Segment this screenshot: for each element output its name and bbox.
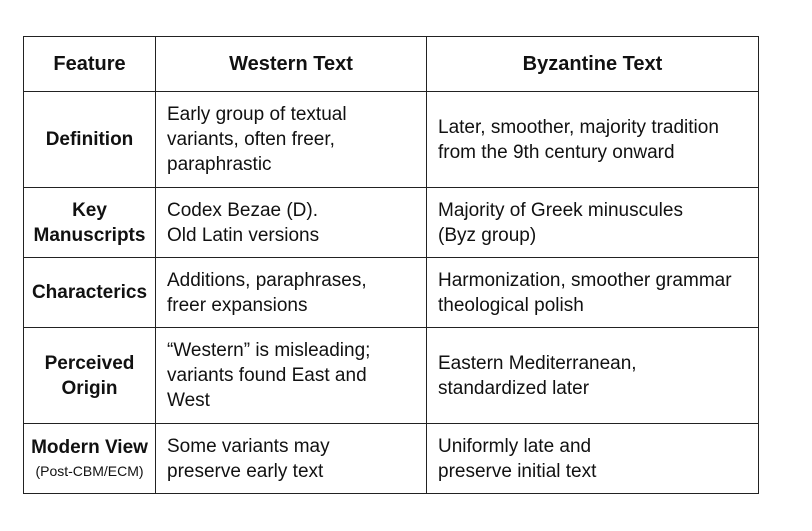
feature-label: Characterics: [31, 282, 148, 303]
byzantine-cell: Eastern Mediterranean, standardized later: [427, 328, 759, 424]
feature-cell: [24, 424, 156, 494]
header-western-text: Western Text: [156, 37, 427, 92]
western-cell: Early group of textual variants, often freer, paraphrastic: [156, 92, 427, 188]
feature-label: Modern View: [31, 437, 148, 458]
feature-label: Perceived Origin: [44, 352, 135, 399]
western-cell: Some variants may preserve early text: [156, 424, 427, 494]
feature-cell: [24, 92, 156, 188]
feature-sublabel: (Post-CBM/ECM): [35, 463, 144, 479]
western-cell: Codex Bezae (D). Old Latin versions: [156, 188, 427, 258]
western-cell: “Western” is misleading; variants found East and West: [156, 328, 427, 424]
byzantine-cell: Later, smoother, majority tradition from the 9th century onward: [427, 92, 759, 188]
table-row: [24, 188, 759, 258]
feature-cell: [24, 258, 156, 328]
byzantine-cell: Majority of Greek minuscules (Byz group): [427, 188, 759, 258]
byzantine-cell: Harmonization, smoother grammar theological polish: [427, 258, 759, 328]
table-row: [24, 258, 759, 328]
header-row: [24, 37, 759, 92]
header-byzantine-text: Byzantine Text: [427, 37, 759, 92]
feature-label: Key Manuscripts: [33, 199, 146, 246]
byzantine-cell: Uniformly late and preserve initial text: [427, 424, 759, 494]
table-row: [24, 424, 759, 494]
feature-cell: [24, 188, 156, 258]
table-row: [24, 92, 759, 188]
comparison-table: [23, 36, 759, 494]
feature-cell: [24, 328, 156, 424]
table-row: [24, 328, 759, 424]
feature-label: Definition: [45, 129, 134, 150]
header-feature: Feature: [24, 37, 156, 92]
western-cell: Additions, paraphrases, freer expansions: [156, 258, 427, 328]
